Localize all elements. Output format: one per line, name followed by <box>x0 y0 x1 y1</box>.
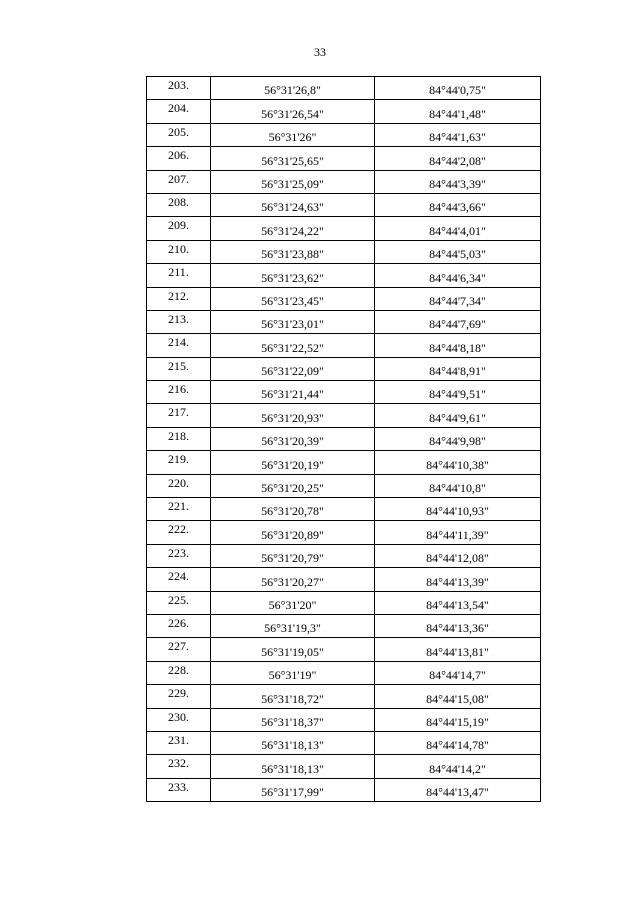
longitude-cell: 84°44'11,39" <box>375 521 541 544</box>
longitude-cell: 84°44'15,19" <box>375 708 541 731</box>
longitude-cell: 84°44'14,2" <box>375 755 541 778</box>
coordinates-table-body <box>147 77 541 802</box>
latitude-cell: 56°31'20,25" <box>211 474 375 497</box>
latitude-cell: 56°31'20,78" <box>211 498 375 521</box>
latitude-cell: 56°31'20,27" <box>211 568 375 591</box>
point-number-cell: 226. <box>147 614 211 637</box>
table-row <box>147 217 541 240</box>
point-number-cell: 229. <box>147 685 211 708</box>
longitude-cell: 84°44'13,39" <box>375 568 541 591</box>
point-number-cell: 208. <box>147 193 211 216</box>
latitude-cell: 56°31'18,72" <box>211 685 375 708</box>
latitude-cell: 56°31'18,13" <box>211 755 375 778</box>
latitude-cell: 56°31'20,93" <box>211 404 375 427</box>
point-number-cell: 206. <box>147 147 211 170</box>
latitude-cell: 56°31'19,05" <box>211 638 375 661</box>
table-row <box>147 498 541 521</box>
point-number-cell: 209. <box>147 217 211 240</box>
latitude-cell: 56°31'18,37" <box>211 708 375 731</box>
latitude-cell: 56°31'23,01" <box>211 310 375 333</box>
longitude-cell: 84°44'13,54" <box>375 591 541 614</box>
table-row <box>147 357 541 380</box>
longitude-cell: 84°44'10,93" <box>375 498 541 521</box>
table-row <box>147 708 541 731</box>
point-number-cell: 215. <box>147 357 211 380</box>
table-row <box>147 685 541 708</box>
latitude-cell: 56°31'24,22" <box>211 217 375 240</box>
point-number-cell: 212. <box>147 287 211 310</box>
longitude-cell: 84°44'9,98" <box>375 427 541 450</box>
longitude-cell: 84°44'7,34" <box>375 287 541 310</box>
point-number-cell: 228. <box>147 661 211 684</box>
point-number-cell: 233. <box>147 778 211 801</box>
longitude-cell: 84°44'8,18" <box>375 334 541 357</box>
table-row <box>147 591 541 614</box>
table-row <box>147 147 541 170</box>
table-row <box>147 755 541 778</box>
latitude-cell: 56°31'23,62" <box>211 264 375 287</box>
longitude-cell: 84°44'6,34" <box>375 264 541 287</box>
table-row <box>147 193 541 216</box>
latitude-cell: 56°31'20,19" <box>211 451 375 474</box>
table-row <box>147 264 541 287</box>
point-number-cell: 221. <box>147 498 211 521</box>
longitude-cell: 84°44'10,8" <box>375 474 541 497</box>
longitude-cell: 84°44'2,08" <box>375 147 541 170</box>
latitude-cell: 56°31'22,52" <box>211 334 375 357</box>
longitude-cell: 84°44'3,66" <box>375 193 541 216</box>
table-row <box>147 77 541 100</box>
table-row <box>147 614 541 637</box>
point-number-cell: 213. <box>147 310 211 333</box>
table-row <box>147 521 541 544</box>
latitude-cell: 56°31'25,09" <box>211 170 375 193</box>
coordinates-table <box>146 76 541 802</box>
latitude-cell: 56°31'19" <box>211 661 375 684</box>
latitude-cell: 56°31'17,99" <box>211 778 375 801</box>
point-number-cell: 218. <box>147 427 211 450</box>
table-row <box>147 310 541 333</box>
latitude-cell: 56°31'26,8" <box>211 77 375 100</box>
table-row <box>147 287 541 310</box>
latitude-cell: 56°31'26,54" <box>211 100 375 123</box>
point-number-cell: 207. <box>147 170 211 193</box>
table-row <box>147 778 541 801</box>
longitude-cell: 84°44'3,39" <box>375 170 541 193</box>
table-row <box>147 123 541 146</box>
point-number-cell: 204. <box>147 100 211 123</box>
point-number-cell: 224. <box>147 568 211 591</box>
point-number-cell: 203. <box>147 77 211 100</box>
latitude-cell: 56°31'20,89" <box>211 521 375 544</box>
latitude-cell: 56°31'20,39" <box>211 427 375 450</box>
latitude-cell: 56°31'22,09" <box>211 357 375 380</box>
point-number-cell: 223. <box>147 544 211 567</box>
latitude-cell: 56°31'26" <box>211 123 375 146</box>
point-number-cell: 232. <box>147 755 211 778</box>
table-row <box>147 100 541 123</box>
longitude-cell: 84°44'4,01" <box>375 217 541 240</box>
longitude-cell: 84°44'13,47" <box>375 778 541 801</box>
latitude-cell: 56°31'20,79" <box>211 544 375 567</box>
longitude-cell: 84°44'1,63" <box>375 123 541 146</box>
table-row <box>147 334 541 357</box>
longitude-cell: 84°44'12,08" <box>375 544 541 567</box>
longitude-cell: 84°44'13,81" <box>375 638 541 661</box>
point-number-cell: 222. <box>147 521 211 544</box>
point-number-cell: 210. <box>147 240 211 263</box>
point-number-cell: 216. <box>147 381 211 404</box>
page-number: 33 <box>314 45 326 59</box>
longitude-cell: 84°44'1,48" <box>375 100 541 123</box>
latitude-cell: 56°31'23,45" <box>211 287 375 310</box>
table-row <box>147 381 541 404</box>
point-number-cell: 227. <box>147 638 211 661</box>
latitude-cell: 56°31'23,88" <box>211 240 375 263</box>
latitude-cell: 56°31'21,44" <box>211 381 375 404</box>
longitude-cell: 84°44'13,36" <box>375 614 541 637</box>
table-row <box>147 544 541 567</box>
table-row <box>147 731 541 754</box>
table-row <box>147 568 541 591</box>
latitude-cell: 56°31'25,65" <box>211 147 375 170</box>
point-number-cell: 219. <box>147 451 211 474</box>
latitude-cell: 56°31'24,63" <box>211 193 375 216</box>
point-number-cell: 231. <box>147 731 211 754</box>
point-number-cell: 220. <box>147 474 211 497</box>
table-row <box>147 451 541 474</box>
table-row <box>147 661 541 684</box>
point-number-cell: 217. <box>147 404 211 427</box>
latitude-cell: 56°31'18,13" <box>211 731 375 754</box>
table-row <box>147 638 541 661</box>
point-number-cell: 214. <box>147 334 211 357</box>
point-number-cell: 205. <box>147 123 211 146</box>
table-row <box>147 240 541 263</box>
table-row <box>147 170 541 193</box>
longitude-cell: 84°44'14,78" <box>375 731 541 754</box>
longitude-cell: 84°44'5,03" <box>375 240 541 263</box>
longitude-cell: 84°44'14,7" <box>375 661 541 684</box>
table-row <box>147 474 541 497</box>
table-row <box>147 427 541 450</box>
latitude-cell: 56°31'19,3" <box>211 614 375 637</box>
point-number-cell: 211. <box>147 264 211 287</box>
longitude-cell: 84°44'9,61" <box>375 404 541 427</box>
latitude-cell: 56°31'20" <box>211 591 375 614</box>
point-number-cell: 225. <box>147 591 211 614</box>
longitude-cell: 84°44'10,38" <box>375 451 541 474</box>
longitude-cell: 84°44'7,69" <box>375 310 541 333</box>
table-row <box>147 404 541 427</box>
longitude-cell: 84°44'9,51" <box>375 381 541 404</box>
longitude-cell: 84°44'15,08" <box>375 685 541 708</box>
point-number-cell: 230. <box>147 708 211 731</box>
longitude-cell: 84°44'0,75" <box>375 77 541 100</box>
longitude-cell: 84°44'8,91" <box>375 357 541 380</box>
